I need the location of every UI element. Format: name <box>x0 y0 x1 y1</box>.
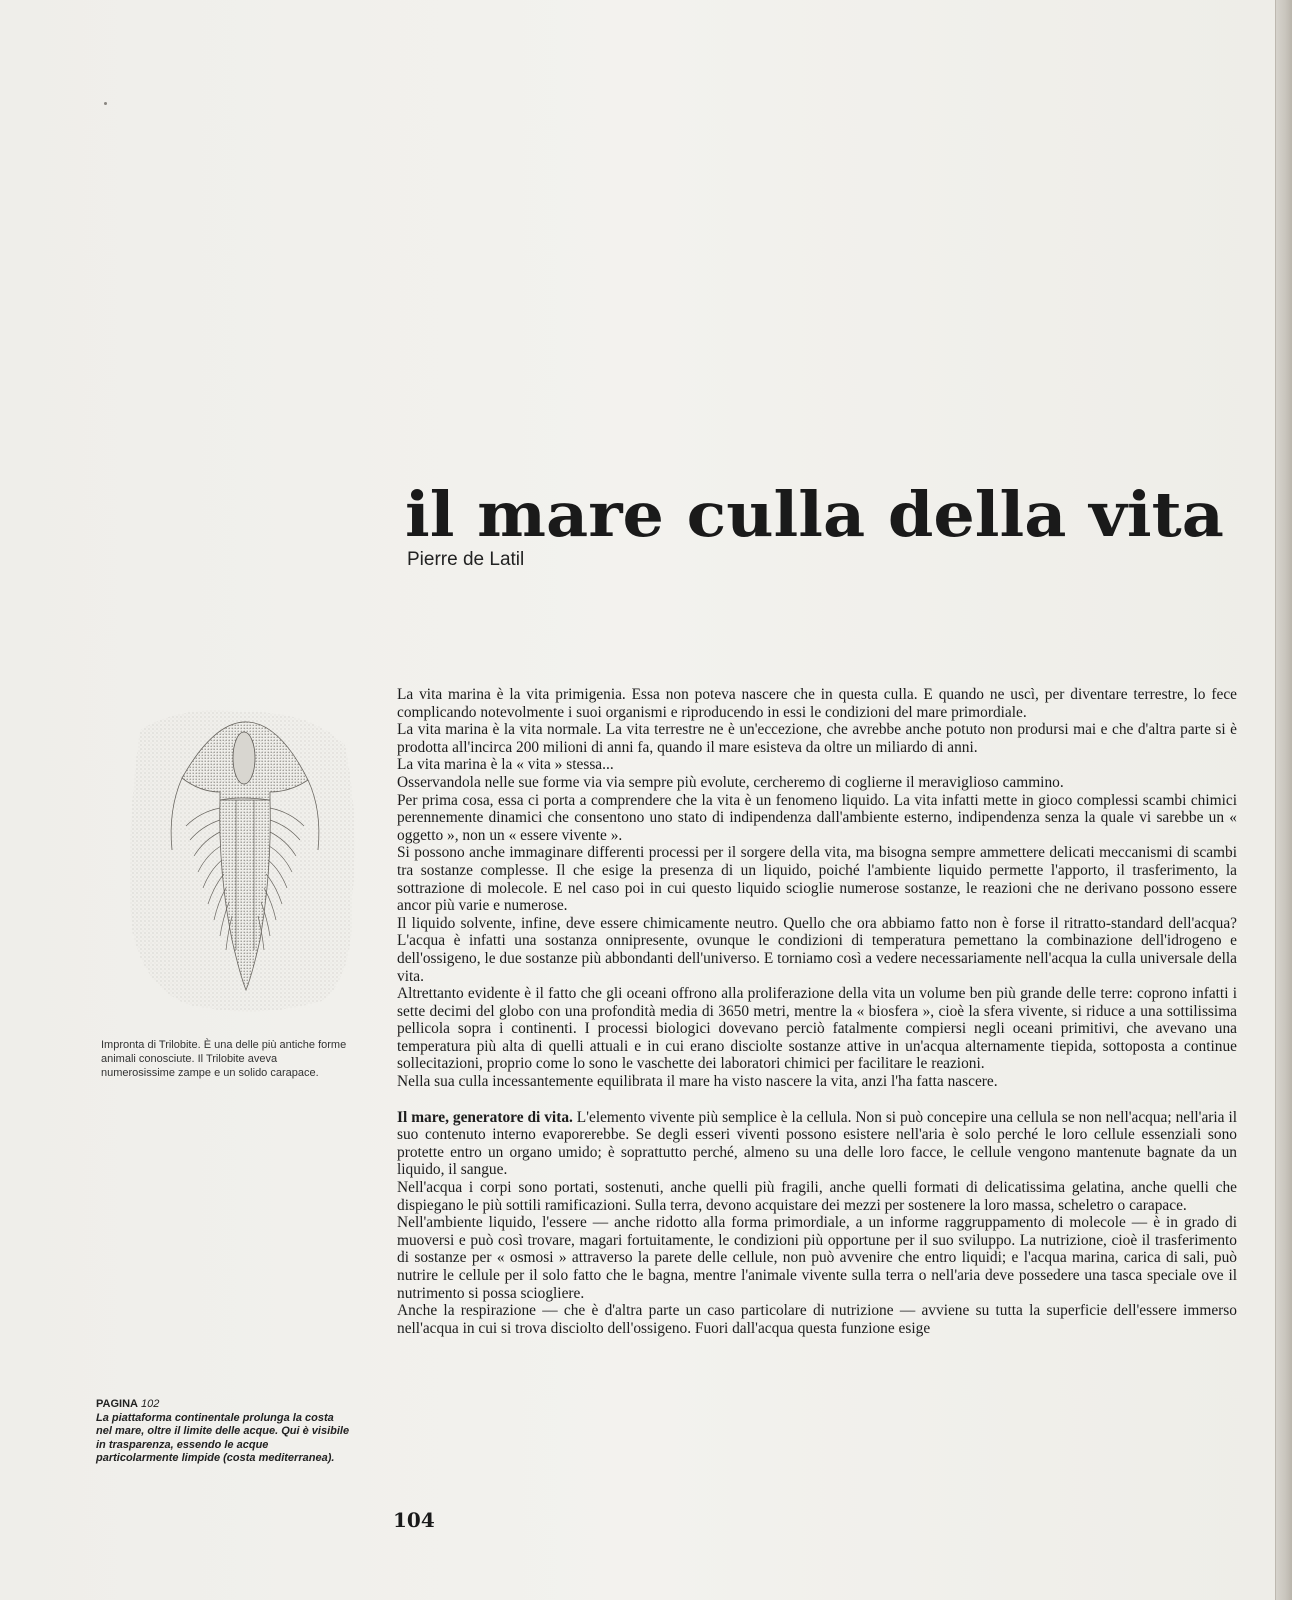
section-lead-text: L'elemento vivente più semplice è la cellula. Non si può concepire una cellula se non nell'acqua; nell'aria il suo contenuto interno evaporerebbe. Se degli esseri viventi possono esistere nell'aria è solo perché le loro cellule essenziali sono protette entro un organo umido; è soprattutto perché, almeno su una delle loro facce, le cellule vengono mantenute bagnate da un liquido, il sangue. <box>397 1108 1237 1179</box>
body-paragraph: Nell'acqua i corpi sono portati, sostenuti, anche quelli più fragili, anche quelli formati di delicatissima gelatina, anche quelli che dispiegano le più sottili ramificazioni. Sulla terra, devono acquistare dei mezzi per sostenere la loro massa, scheletro o carapace. <box>397 1179 1237 1214</box>
body-paragraph: Anche la respirazione — che è d'altra parte un caso particolare di nutrizione — avviene su tutta la superficie dell'essere immerso nell'acqua in cui si trova disciolto dell'ossigeno. Fuori dall'acqua questa funzione esige <box>397 1302 1237 1337</box>
article-author: Pierre de Latil <box>407 549 525 570</box>
body-paragraph: Si possono anche immaginare differenti processi per il sorgere della vita, ma bisogna sempre ammettere delicati meccanismi di scambi tra sostanze complesse. Il che esige la presenza di un liquido, poiché l'ambiente liquido permette l'apporto, il trasferimento, la sottrazione di molecole. E nel caso poi in cui questo liquido scioglie numerose sostanze, le reazioni che ne derivano possono essere ancor più varie e numerose. <box>397 844 1237 915</box>
body-paragraph: Nell'ambiente liquido, l'essere — anche ridotto alla forma primordiale, a un informe raggruppamento di molecole — è in grado di muoversi e può così trovare, magari fortuitamente, le condizioni più opportune per il suo sviluppo. La nutrizione, cioè il trasferimento di sostanze per « osmosi » attraverso la parete delle cellule, non può avvenire che entro liquidi; e l'acqua marina, carica di sali, può nutrire le cellule per il solo fatto che le bagna, mentre l'animale vivente sulla terra o nell'aria deve possedere una tasca speciale ove il nutrimento si possa sciogliere. <box>397 1214 1237 1302</box>
body-paragraph: Osservandola nelle sue forme via via sempre più evolute, cercheremo di coglierne il meraviglioso cammino. <box>397 773 1064 791</box>
body-paragraph: Per prima cosa, essa ci porta a comprendere che la vita è un fenomeno liquido. La vita infatti mette in gioco complessi scambi chimici perennemente dinamici che consentono uno stato di indipendenza dall'ambiente esterno, indipendenza senza la quale vi sarebbe un « oggetto », non un « essere vivente ». <box>397 791 1237 844</box>
body-paragraph: Altrettanto evidente è il fatto che gli oceani offrono alla proliferazione della vita un volume ben più grande delle terre: coprono infatti i sette decimi del globo con una profondità media di 3650 metri, mentre la « biosfera », cioè la sfera vivente, si riduce a una sottilissima pellicola sopra i continenti. I processi biologici dovevano perciò fatalmente compiersi negli oceani primitivi, che avevano una temperatura più alta di quelli attuali e in cui erano disciolte sostanze attive in un'acqua alternamente tiepida, sottoposta a continue sollecitazioni, proprio come lo sono le vaschette dei laboratori chimici per facilitare le reazioni. <box>397 985 1237 1073</box>
side-caption-label: PAGINA <box>96 1398 138 1410</box>
body-paragraph: La vita marina è la vita normale. La vita terrestre ne è un'eccezione, che avrebbe anche potuto non prodursi mai e che d'altra parte si è prodotta all'incirca 200 milioni di anni fa, quando il mare esisteva da oltre un miliardo di anni. <box>397 721 1237 756</box>
figure-caption: Impronta di Trilobite. È una delle più antiche forme animali conosciute. Il Trilobite aveva numerosissime zampe e un solido carapace. <box>101 1039 347 1079</box>
paper-speck <box>104 102 107 105</box>
article-body <box>397 686 1237 1337</box>
section-heading: Il mare, generatore di vita. <box>397 1108 573 1126</box>
trilobite-illustration <box>120 700 370 1020</box>
body-paragraph: La vita marina è la vita primigenia. Essa non poteva nascere che in questa culla. E quando ne uscì, per diventare terrestre, lo fece complicando notevolmente i suoi organismi e riproducendo in essi le condizioni del mare primordiale. <box>397 686 1237 721</box>
body-paragraph: Nella sua culla incessantemente equilibrata il mare ha visto nascere la vita, anzi l'ha fatta nascere. <box>397 1073 998 1091</box>
side-caption <box>96 1398 351 1466</box>
book-spine <box>1275 0 1292 1600</box>
body-paragraph: La vita marina è la « vita » stessa... <box>397 756 614 774</box>
page-number: 104 <box>393 1508 435 1532</box>
section-lead-paragraph <box>397 1109 1237 1179</box>
article-title: il mare culla della vita <box>405 478 1224 551</box>
body-paragraph: Il liquido solvente, infine, deve essere chimicamente neutro. Quello che ora abbiamo fatto non è forse il ritratto-standard dell'acqua? L'acqua è infatti una sostanza onnipresente, ovunque le condizioni di temperatura pemettano la combinazione dell'idrogeno e dell'ossigeno, le due sostanze più abbondanti dell'universo. E torniamo così a vedere necessariamente nell'acqua la culla universale della vita. <box>397 914 1237 985</box>
side-caption-text: La piattaforma continentale prolunga la costa nel mare, oltre il limite delle acque. Qui è visibile in trasparenza, essendo le acque particolarmente limpide (costa mediterranea). <box>96 1411 350 1464</box>
side-caption-page-ref: 102 <box>141 1398 160 1410</box>
